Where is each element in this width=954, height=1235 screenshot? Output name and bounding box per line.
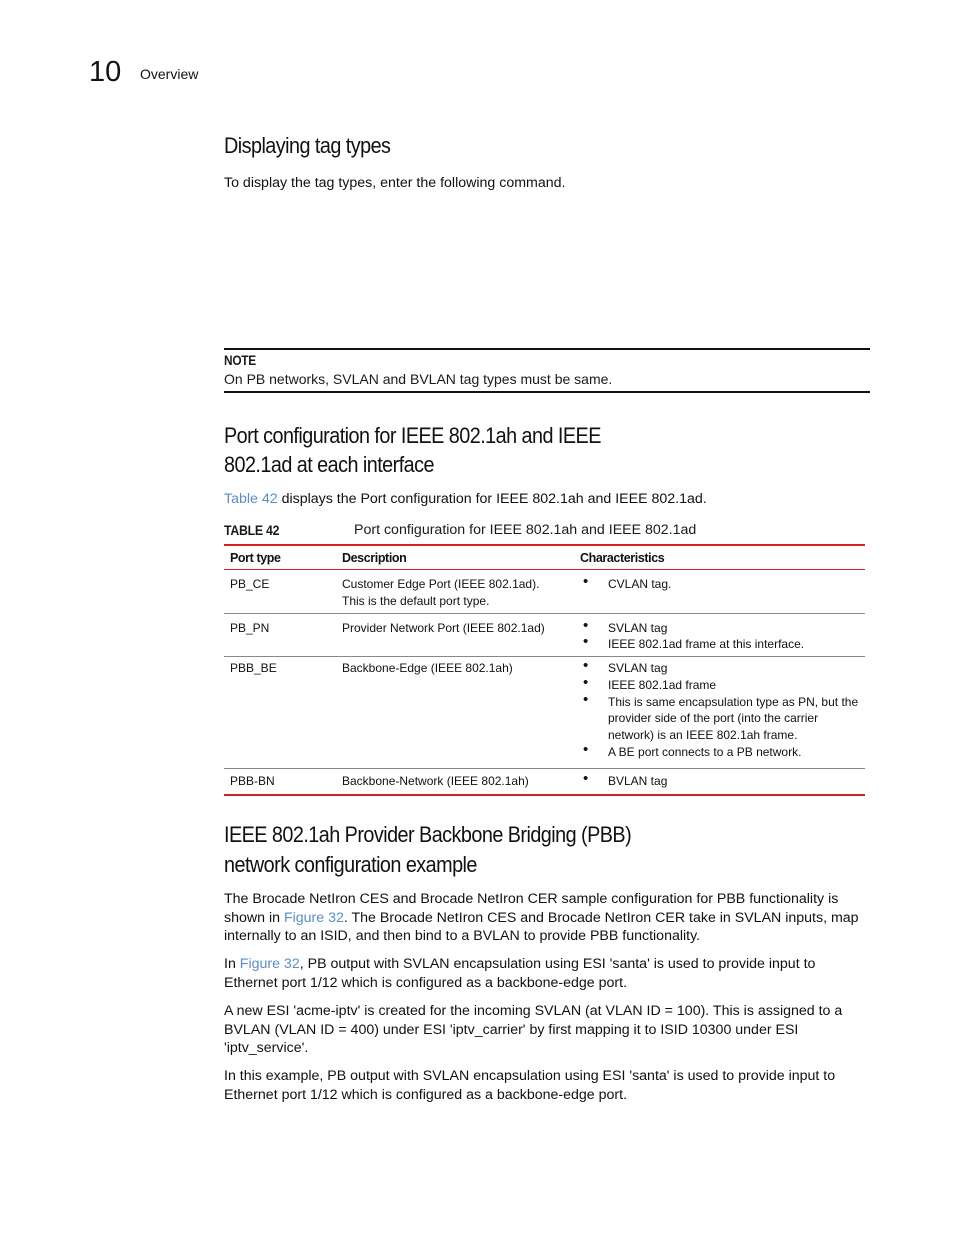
table-intro-paragraph <box>224 490 707 509</box>
description-line: Backbone-Edge (IEEE 802.1ah) <box>342 661 513 676</box>
cell-port-type: PB_PN <box>224 613 336 657</box>
characteristic-item: • IEEE 802.1ad frame at this interface. <box>580 636 859 653</box>
chapter-number: 10 <box>89 56 122 88</box>
characteristic-item: • CVLAN tag. <box>580 576 859 593</box>
characteristic-item: • BVLAN tag <box>580 773 859 790</box>
note-text: On PB networks, SVLAN and BVLAN tag types must be same. <box>224 371 613 387</box>
description-line: Backbone-Network (IEEE 802.1ah) <box>342 774 529 789</box>
heading-line-1: IEEE 802.1ah Provider Backbone Bridging (PBB) <box>224 822 632 847</box>
chapter-title: Overview <box>140 66 199 82</box>
characteristic-item: • SVLAN tag <box>580 660 859 677</box>
paragraph-2 <box>224 955 870 992</box>
characteristic-item: • IEEE 802.1ad frame <box>580 677 859 694</box>
section-heading-tag-types: Displaying tag types <box>224 133 391 158</box>
paragraph-text: , PB output with SVLAN encapsulation using ESI 'santa' is used to provide input to Ethernet port 1/12 which is configured as a backbone-edge port. <box>224 956 816 991</box>
paragraph-text: . The Brocade NetIron CES and Brocade NetIron CER take in SVLAN inputs, map internally to an ISID, and then bind to a BVLAN to provide PBB functionality. <box>224 909 859 944</box>
table-title: Port configuration for IEEE 802.1ah and IEEE 802.1ad <box>354 522 697 538</box>
table-42-link[interactable]: Table 42 <box>224 491 278 507</box>
paragraph-text: The Brocade NetIron CES and Brocade NetIron CER sample configuration for PBB functionality is shown in <box>224 891 839 926</box>
table-row <box>224 769 865 795</box>
figure-32-link[interactable]: Figure 32 <box>283 909 344 926</box>
note-label: NOTE <box>224 353 256 368</box>
port-config-table <box>224 544 865 796</box>
section-heading-port-config <box>224 421 601 479</box>
paragraph-text: In <box>224 956 240 972</box>
section-heading-pbb-example <box>224 820 631 880</box>
cell-port-type: PB_CE <box>224 569 336 613</box>
section-intro-text: To display the tag types, enter the following command. <box>224 175 566 191</box>
cell-description <box>336 569 574 613</box>
characteristic-item: • SVLAN tag <box>580 620 859 637</box>
table-header-row <box>224 545 865 569</box>
cell-description <box>336 657 574 769</box>
heading-line-2: network configuration example <box>224 852 477 877</box>
table-intro-text: displays the Port configuration for IEEE 802.1ah and IEEE 802.1ad. <box>277 491 707 507</box>
table-row <box>224 613 865 657</box>
cell-description <box>336 769 574 795</box>
table-row <box>224 657 865 769</box>
cell-characteristics <box>574 769 865 795</box>
heading-line-2: 802.1ad at each interface <box>224 452 434 477</box>
column-header-characteristics: Characteristics <box>574 545 865 569</box>
cell-description <box>336 613 574 657</box>
table-row <box>224 569 865 613</box>
cell-characteristics <box>574 657 865 769</box>
characteristic-item: • A BE port connects to a PB network. <box>580 744 859 761</box>
characteristic-item: • This is same encapsulation type as PN, but the provider side of the port (into the carrier network) is an IEEE 802.1ah frame. <box>580 694 859 744</box>
column-header-description: Description <box>336 545 574 569</box>
paragraph-3: A new ESI 'acme-iptv' is created for the incoming SVLAN (at VLAN ID = 100). This is assigned to a BVLAN (VLAN ID = 400) under ESI 'iptv_carrier' by first mapping it to ISID 10300 under ESI 'iptv_service'. <box>224 1003 843 1056</box>
paragraph-1 <box>224 890 870 946</box>
paragraph-4: In this example, PB output with SVLAN encapsulation using ESI 'santa' is used to provide input to Ethernet port 1/12 which is configured as a backbone-edge port. <box>224 1068 836 1103</box>
description-line: Provider Network Port (IEEE 802.1ad) <box>342 620 545 635</box>
description-line: This is the default port type. <box>342 593 490 608</box>
note-box <box>224 348 870 393</box>
cell-port-type: PBB_BE <box>224 657 336 769</box>
cell-port-type: PBB-BN <box>224 769 336 795</box>
cell-characteristics <box>574 613 865 657</box>
column-header-port-type: Port type <box>224 545 336 569</box>
heading-line-1: Port configuration for IEEE 802.1ah and IEEE <box>224 423 601 448</box>
figure-32-link[interactable]: Figure 32 <box>239 956 300 972</box>
cell-characteristics <box>574 569 865 613</box>
description-line: Customer Edge Port (IEEE 802.1ad). <box>342 576 540 591</box>
table-label: TABLE 42 <box>224 522 280 538</box>
